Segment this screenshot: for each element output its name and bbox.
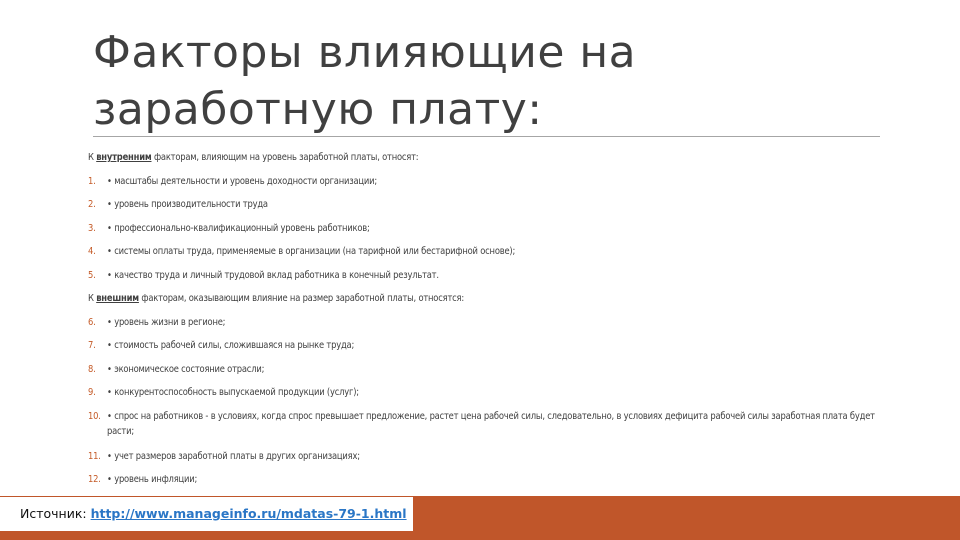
- list-item-number: 9.: [88, 387, 96, 398]
- slide-title: [93, 24, 893, 138]
- slide-title-line-2: заработную плату:: [93, 84, 543, 135]
- list-item-text: • уровень жизни в регионе;: [107, 316, 226, 328]
- list-item-text: • конкурентоспособность выпускаемой продукции (услуг);: [107, 387, 359, 398]
- list-item: [88, 338, 888, 362]
- list-item-text: • профессионально-квалификационный уровень работников;: [107, 222, 370, 234]
- list-item-text: • уровень производительности труда: [107, 199, 268, 210]
- list-item: [88, 268, 888, 292]
- list-item-number: 2.: [88, 199, 96, 210]
- internal-intro-suffix: факторам, влияющим на уровень заработной платы, относят:: [151, 152, 419, 163]
- list-item-number: 7.: [88, 340, 96, 351]
- source-label: Источник:: [20, 506, 91, 521]
- source-link[interactable]: http://www.manageinfo.ru/mdatas-79-1.html: [90, 506, 407, 521]
- title-divider: [93, 136, 880, 137]
- list-item-text: • экономическое состояние отрасли;: [107, 363, 265, 375]
- list-item-number: 8.: [88, 363, 96, 375]
- list-item-number: 4.: [88, 246, 96, 257]
- list-item: [88, 472, 888, 496]
- list-item-text: • системы оплаты труда, применяемые в организации (на тарифной или бестарифной основе);: [107, 246, 516, 257]
- list-item: [88, 362, 888, 386]
- slide-content: [88, 150, 888, 496]
- list-item-number: 5.: [88, 269, 96, 281]
- list-item: [88, 221, 888, 245]
- list-item-number: 1.: [88, 175, 96, 187]
- list-item-number: 10.: [88, 410, 101, 422]
- list-item-text: • спрос на работников - в условиях, когда спрос превышает предложение, растет цена рабочей силы, следовательно, в условиях дефицита рабочей силы заработная плата будет расти;: [107, 410, 875, 437]
- external-intro-prefix: К: [88, 293, 97, 304]
- internal-factors-intro: [88, 150, 888, 174]
- list-item: [88, 385, 888, 409]
- list-item-text: • учет размеров заработной платы в других организациях;: [107, 450, 360, 462]
- list-item: [88, 197, 888, 221]
- list-item: [88, 315, 888, 339]
- list-item-text: • стоимость рабочей силы, сложившаяся на рынке труда;: [107, 340, 355, 351]
- external-factors-intro: [88, 291, 888, 315]
- list-item-number: 3.: [88, 222, 96, 234]
- list-item: [88, 449, 888, 473]
- list-item-text: • масштабы деятельности и уровень доходности организации;: [107, 175, 377, 187]
- list-item: [88, 409, 888, 449]
- external-keyword: внешним: [96, 293, 139, 304]
- list-item-text: • уровень инфляции;: [107, 474, 198, 485]
- list-item: [88, 244, 888, 268]
- list-item-number: 12.: [88, 474, 101, 485]
- list-item-number: 11.: [88, 450, 101, 462]
- list-item-text: • качество труда и личный трудовой вклад работника в конечный результат.: [107, 269, 439, 281]
- slide-title-line-1: Факторы влияющие на: [93, 27, 637, 78]
- source-citation: [0, 497, 413, 531]
- internal-keyword: внутренним: [96, 152, 152, 163]
- list-item-number: 6.: [88, 316, 96, 328]
- external-intro-suffix: факторам, оказывающим влияние на размер заработной платы, относятся:: [138, 293, 464, 304]
- internal-intro-prefix: К: [88, 152, 97, 163]
- list-item: [88, 174, 888, 198]
